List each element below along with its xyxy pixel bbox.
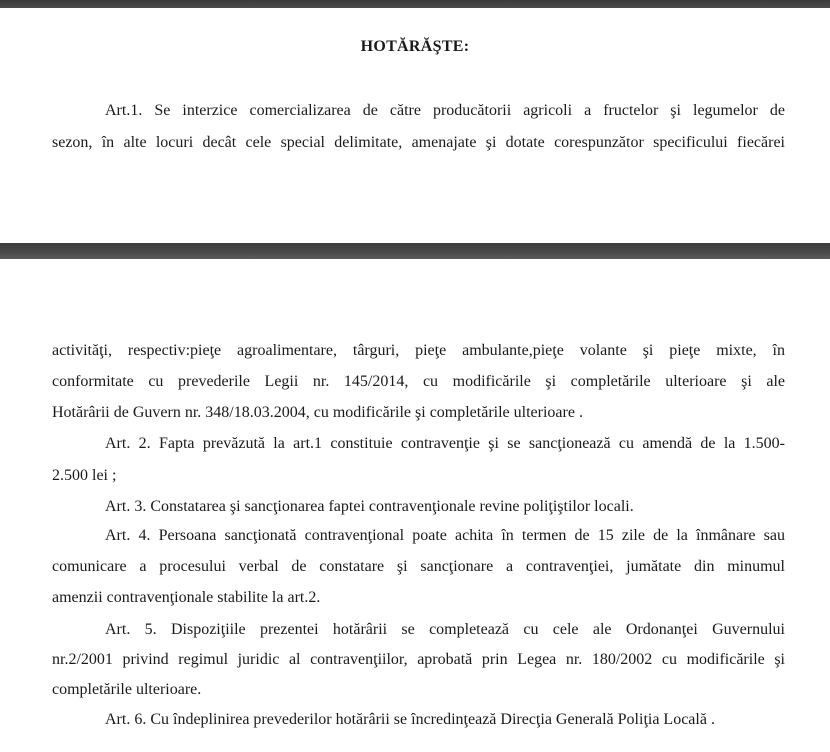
art2-line-2: 2.500 lei ; <box>52 467 117 484</box>
art4-line-3: amenzii contravenţionale stabilite la art.2. <box>52 589 321 606</box>
art5-line-1: Art. 5. Dispoziţiile prezentei hotărârii se completează cu cele ale Ordonanţei Guvernului <box>105 621 785 638</box>
decision-heading: HOTĂRĂŞTE: <box>360 38 470 55</box>
page-separator <box>0 243 830 259</box>
art4-line-2: comunicare a procesului verbal de constatare şi sancţionare a contravenţiei, jumătate din minumul <box>52 558 785 575</box>
art1-line-1: Art.1. Se interzice comercializarea de către producătorii agricoli a fructelor şi legumelor de <box>105 102 785 119</box>
art3-line-1: Art. 3. Constatarea şi sancţionarea faptei contravenţionale revine poliţiştilor locali. <box>105 498 634 515</box>
page-2 <box>0 259 830 752</box>
art1-line-3: activităţi, respectiv:pieţe agroalimentare, târguri, pieţe ambulante,pieţe volante şi pieţe mixte, în <box>52 342 785 359</box>
art2-line-1: Art. 2. Fapta prevăzută la art.1 constituie contravenţie şi se sancţionează cu amendă de la 1.500- <box>105 435 785 452</box>
art5-line-3: completările ulterioare. <box>52 681 202 698</box>
art4-line-1: Art. 4. Persoana sancţionată contravenţional poate achita în termen de 15 zile de la înmânare sau <box>105 527 785 544</box>
art1-line-4: conformitate cu prevederile Legii nr. 145/2014, cu modificările şi completările ulterioare şi ale <box>52 373 785 390</box>
page-1 <box>0 8 830 243</box>
art6-line-1: Art. 6. Cu îndeplinirea prevederilor hotărârii se încredinţează Direcţia Generală Poliţia Locală . <box>105 711 715 728</box>
viewer-top-edge <box>0 0 830 8</box>
art1-line-2: sezon, în alte locuri decât cele special delimitate, amenajate şi dotate corespunzător specificului fiecărei <box>52 134 785 151</box>
art1-line-5: Hotărârii de Guvern nr. 348/18.03.2004, cu modificările şi completările ulterioare . <box>52 404 583 421</box>
art5-line-2: nr.2/2001 privind regimul juridic al contravenţiilor, aprobată prin Legea nr. 180/2002 cu modificările şi <box>52 651 785 668</box>
